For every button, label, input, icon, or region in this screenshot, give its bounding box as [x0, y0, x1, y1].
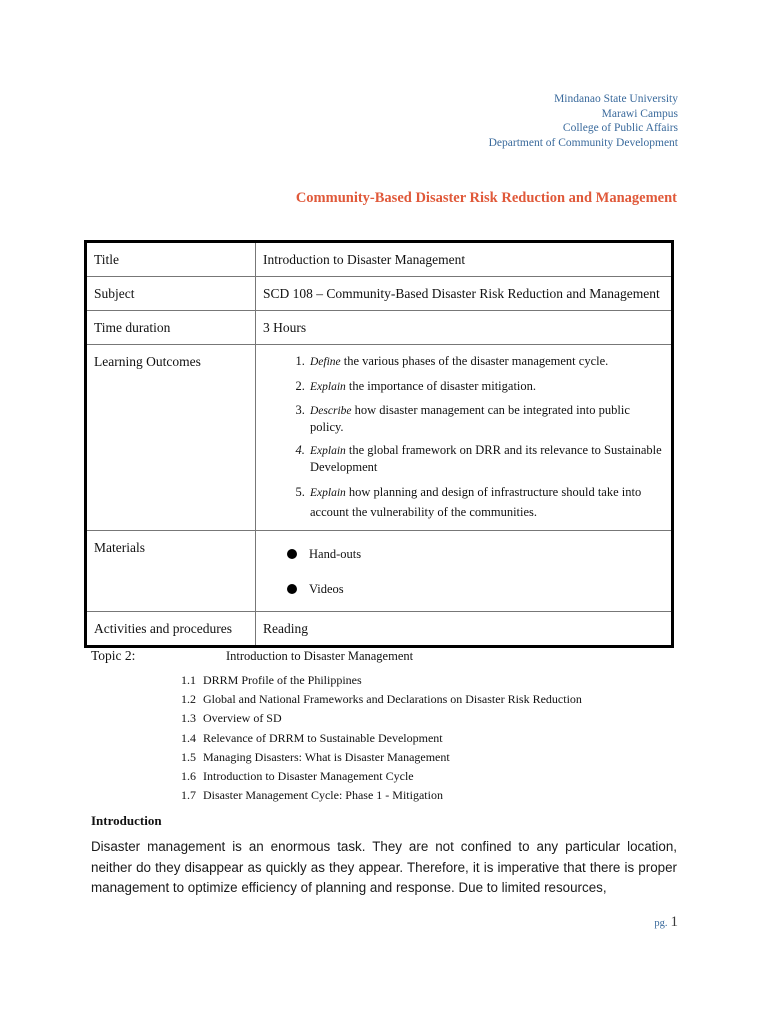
outcome-verb: Explain: [310, 445, 346, 457]
table-row: [86, 612, 673, 647]
outcome-text: the global framework on DRR and its relevance to Sustainable Development: [310, 443, 662, 474]
table-row: [86, 277, 673, 311]
subtopic-text: Global and National Frameworks and Declarations on Disaster Risk Reduction: [203, 692, 582, 707]
outcome-text: the various phases of the disaster management cycle.: [340, 354, 609, 368]
list-item: [308, 354, 664, 371]
outcome-verb: Explain: [310, 487, 346, 499]
subtopic-number: 1.3: [181, 711, 196, 726]
page-number-value: 1: [670, 914, 678, 930]
time-duration-label: Time duration: [86, 311, 256, 345]
course-info-table: [84, 240, 674, 648]
materials-list: [263, 546, 664, 597]
introduction-paragraph: Disaster management is an enormous task. They are not confined to any particular location, neither do they disappear as quickly as they appear. Therefore, it is imperative that there is proper management to optimize efficiency of planning and response. Due to limited resources,: [91, 839, 677, 895]
title-value: Introduction to Disaster Management: [256, 242, 673, 277]
list-item: [308, 483, 664, 522]
header-university: Mindanao State University: [554, 93, 678, 105]
table-row: [86, 531, 673, 612]
list-item: [308, 379, 664, 396]
list-item: [181, 729, 582, 748]
outcome-text: how planning and design of infrastructure should take into account the vulnerability of the communities.: [310, 485, 642, 519]
page-number-prefix: pg.: [654, 918, 668, 929]
list-item: [181, 671, 582, 690]
outcome-text: how disaster management can be integrated into public policy.: [310, 403, 630, 434]
list-item: [287, 581, 664, 597]
subtopic-number: 1.4: [181, 730, 196, 745]
activities-value: Reading: [256, 612, 673, 647]
subtopic-number: 1.2: [181, 692, 196, 707]
title-label: Title: [86, 242, 256, 277]
learning-outcomes-cell: [256, 345, 673, 531]
list-item: [181, 767, 582, 786]
list-item: [287, 546, 664, 562]
list-item: [308, 443, 664, 475]
list-item: [308, 403, 664, 435]
page-number: [654, 914, 678, 931]
header-department: Department of Community Development: [488, 136, 678, 149]
header-campus: Marawi Campus: [601, 107, 678, 120]
outcome-verb: Explain: [310, 380, 346, 393]
table-row: [86, 345, 673, 531]
material-text: Hand-outs: [309, 547, 362, 561]
subtopic-list: [181, 671, 582, 805]
institution-header: [489, 92, 678, 150]
subtopic-number: 1.7: [181, 788, 196, 803]
outcome-verb: Describe: [310, 405, 352, 417]
learning-outcomes-label: Learning Outcomes: [86, 345, 256, 531]
subtopic-number: 1.1: [181, 673, 196, 687]
learning-outcomes-list: [263, 354, 664, 522]
topic-title: Introduction to Disaster Management: [226, 649, 414, 663]
outcome-verb: Define: [310, 356, 341, 368]
subject-label: Subject: [86, 277, 256, 311]
time-duration-value: 3 Hours: [256, 311, 673, 345]
list-item: [181, 709, 582, 728]
subject-value: SCD 108 – Community-Based Disaster Risk Reduction and Management: [256, 277, 673, 311]
table-row: [86, 242, 673, 277]
introduction-heading: Introduction: [91, 813, 162, 828]
subtopic-text: Relevance of DRRM to Sustainable Development: [203, 730, 443, 745]
header-college: College of Public Affairs: [562, 122, 678, 134]
subtopic-text: Disaster Management Cycle: Phase 1 - Mitigation: [203, 788, 443, 803]
subtopic-text: Introduction to Disaster Management Cycle: [203, 769, 414, 784]
material-text: Videos: [309, 582, 344, 596]
bullet-icon: [287, 584, 297, 594]
list-item: [181, 690, 582, 709]
topic-label: Topic 2:: [91, 648, 136, 663]
materials-label: Materials: [86, 531, 256, 612]
materials-cell: [256, 531, 673, 612]
bullet-icon: [287, 549, 297, 559]
course-heading: Community-Based Disaster Risk Reduction and Management: [295, 190, 677, 206]
subtopic-text: Managing Disasters: What is Disaster Management: [203, 749, 450, 764]
list-item: [181, 786, 582, 805]
list-item: [181, 748, 582, 767]
outcome-text: the importance of disaster mitigation.: [345, 378, 537, 393]
activities-label: Activities and procedures: [86, 612, 256, 647]
subtopic-text: DRRM Profile of the Philippines: [203, 673, 362, 687]
subtopic-number: 1.5: [181, 749, 196, 764]
subtopic-text: Overview of SD: [203, 711, 282, 726]
subtopic-number: 1.6: [181, 769, 196, 784]
table-row: [86, 311, 673, 345]
